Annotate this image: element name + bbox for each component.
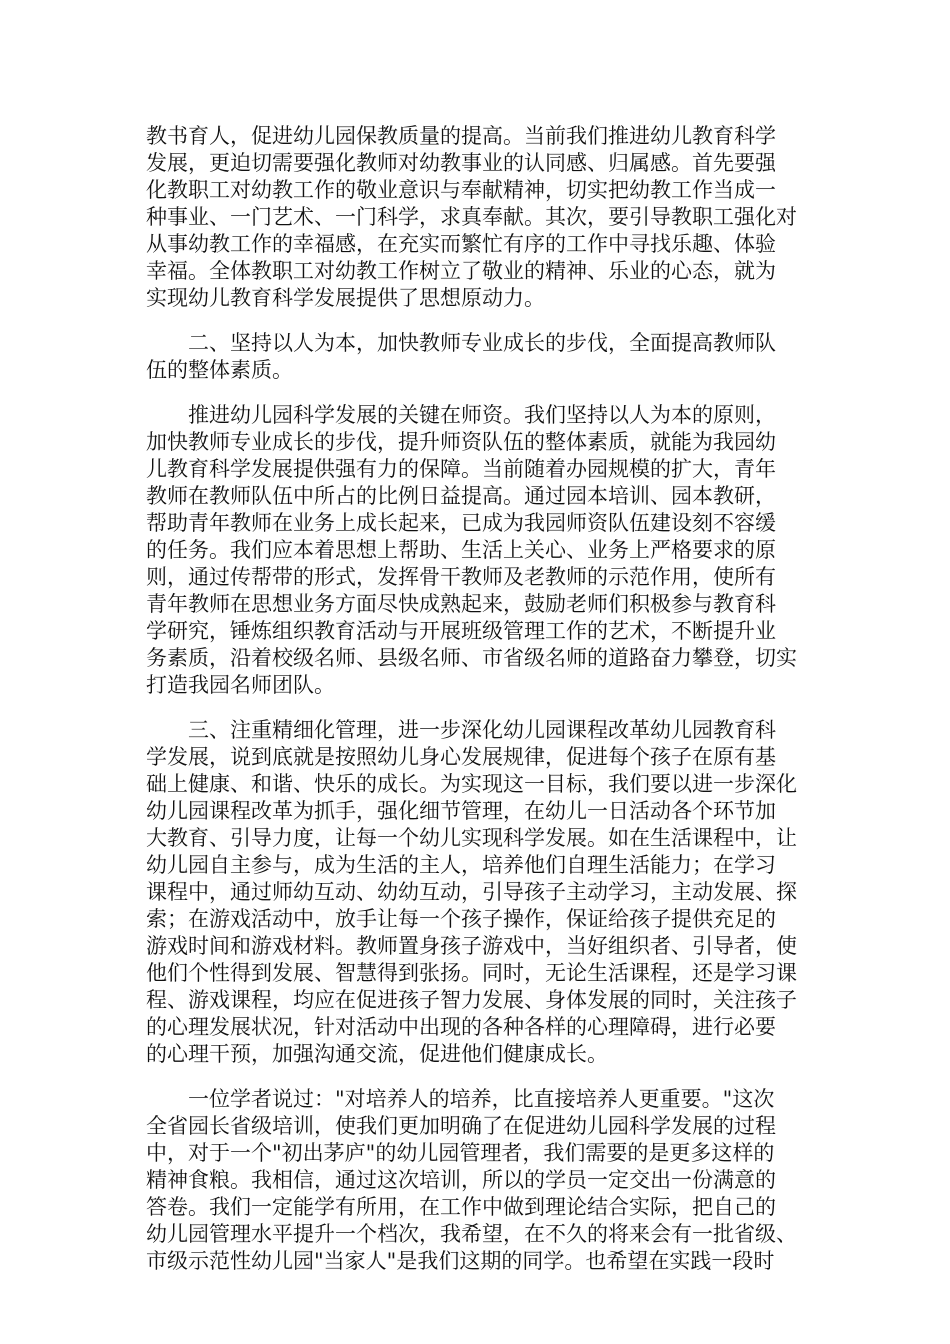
text-line: 学发展，说到底就是按照幼儿身心发展规律，促进每个孩子在原有基 [146, 745, 776, 769]
paragraph [146, 1086, 806, 1275]
text-line: 帮助青年教师在业务上成长起来，已成为我园师资队伍建设刻不容缓 [146, 511, 776, 535]
text-line: 化教职工对幼教工作的敬业意识与奉献精神，切实把幼教工作当成一 [146, 178, 776, 202]
text-line: 二、坚持以人为本，加快教师专业成长的步伐，全面提高教师队 [188, 331, 776, 355]
text-line: 幸福。全体教职工对幼教工作树立了敬业的精神、乐业的心态，就为 [146, 259, 776, 283]
text-line: 幼儿园课程改革为抓手，强化细节管理，在幼儿一日活动各个环节加 [146, 799, 776, 823]
document-page [146, 123, 806, 1293]
text-line: 课程中，通过师幼互动、幼幼互动，引导孩子主动学习，主动发展、探 [146, 880, 797, 904]
text-line: 幼儿园自主参与，成为生活的主人，培养他们自理生活能力；在学习 [146, 853, 776, 877]
text-line: 三、注重精细化管理，进一步深化幼儿园课程改革幼儿园教育科 [188, 718, 776, 742]
text-line: 的任务。我们应本着思想上帮助、生活上关心、业务上严格要求的原 [146, 538, 776, 562]
text-line: 教师在教师队伍中所占的比例日益提高。通过园本培训、园本教研， [146, 484, 776, 508]
text-line: 推进幼儿园科学发展的关键在师资。我们坚持以人为本的原则， [188, 403, 776, 427]
text-line: 索；在游戏活动中，放手让每一个孩子操作，保证给孩子提供充足的 [146, 907, 776, 931]
text-line: 大教育、引导力度，让每一个幼儿实现科学发展。如在生活课程中，让 [146, 826, 797, 850]
text-line: 精神食粮。我相信，通过这次培训，所以的学员一定交出一份满意的 [146, 1168, 776, 1192]
text-line: 从事幼教工作的幸福感，在充实而繁忙有序的工作中寻找乐趣、体验 [146, 232, 776, 256]
text-line: 全省园长省级培训，使我们更加明确了在促进幼儿园科学发展的过程 [146, 1114, 776, 1138]
text-line: 发展，更迫切需要强化教师对幼教事业的认同感、归属感。首先要强 [146, 151, 776, 175]
text-line: 他们个性得到发展、智慧得到张扬。同时，无论生活课程，还是学习课 [146, 961, 797, 985]
text-line: 一位学者说过："对培养人的培养，比直接培养人更重要。"这次 [188, 1087, 775, 1111]
paragraph [146, 123, 806, 312]
text-line: 学研究，锤炼组织教育活动与开展班级管理工作的艺术，不断提升业 [146, 619, 776, 643]
text-line: 伍的整体素质。 [146, 358, 293, 382]
text-line: 打造我园名师团队。 [146, 673, 335, 697]
text-line: 程、游戏课程，均应在促进孩子智力发展、身体发展的同时，关注孩子 [146, 988, 797, 1012]
paragraph [146, 717, 806, 1068]
text-line: 答卷。我们一定能学有所用，在工作中做到理论结合实际，把自己的 [146, 1195, 776, 1219]
text-line: 幼儿园管理水平提升一个档次，我希望，在不久的将来会有一批省级、 [146, 1222, 797, 1246]
text-line: 儿教育科学发展提供强有力的保障。当前随着办园规模的扩大，青年 [146, 457, 776, 481]
text-line: 务素质，沿着校级名师、县级名师、市省级名师的道路奋力攀登，切实 [146, 646, 797, 670]
text-line: 加快教师专业成长的步伐，提升师资队伍的整体素质，就能为我园幼 [146, 430, 776, 454]
text-line: 种事业、一门艺术、一门科学，求真奉献。其次，要引导教职工强化对 [146, 205, 797, 229]
text-line: 实现幼儿教育科学发展提供了思想原动力。 [146, 286, 545, 310]
text-line: 则，通过传帮带的形式，发挥骨干教师及老教师的示范作用，使所有 [146, 565, 776, 589]
text-line: 的心理发展状况，针对活动中出现的各种各样的心理障碍，进行必要 [146, 1015, 776, 1039]
text-line: 市级示范性幼儿园"当家人"是我们这期的同学。也希望在实践一段时 [146, 1249, 775, 1273]
text-line: 的心理干预，加强沟通交流，促进他们健康成长。 [146, 1042, 608, 1066]
text-line: 教书育人，促进幼儿园保教质量的提高。当前我们推进幼儿教育科学 [146, 124, 776, 148]
text-line: 游戏时间和游戏材料。教师置身孩子游戏中，当好组织者、引导者，使 [146, 934, 797, 958]
text-line: 青年教师在思想业务方面尽快成熟起来，鼓励老师们积极参与教育科 [146, 592, 776, 616]
paragraph [146, 402, 806, 699]
paragraph [146, 330, 806, 384]
text-line: 中，对于一个"初出茅庐"的幼儿园管理者，我们需要的是更多这样的 [146, 1141, 775, 1165]
text-line: 础上健康、和谐、快乐的成长。为实现这一目标，我们要以进一步深化 [146, 772, 797, 796]
